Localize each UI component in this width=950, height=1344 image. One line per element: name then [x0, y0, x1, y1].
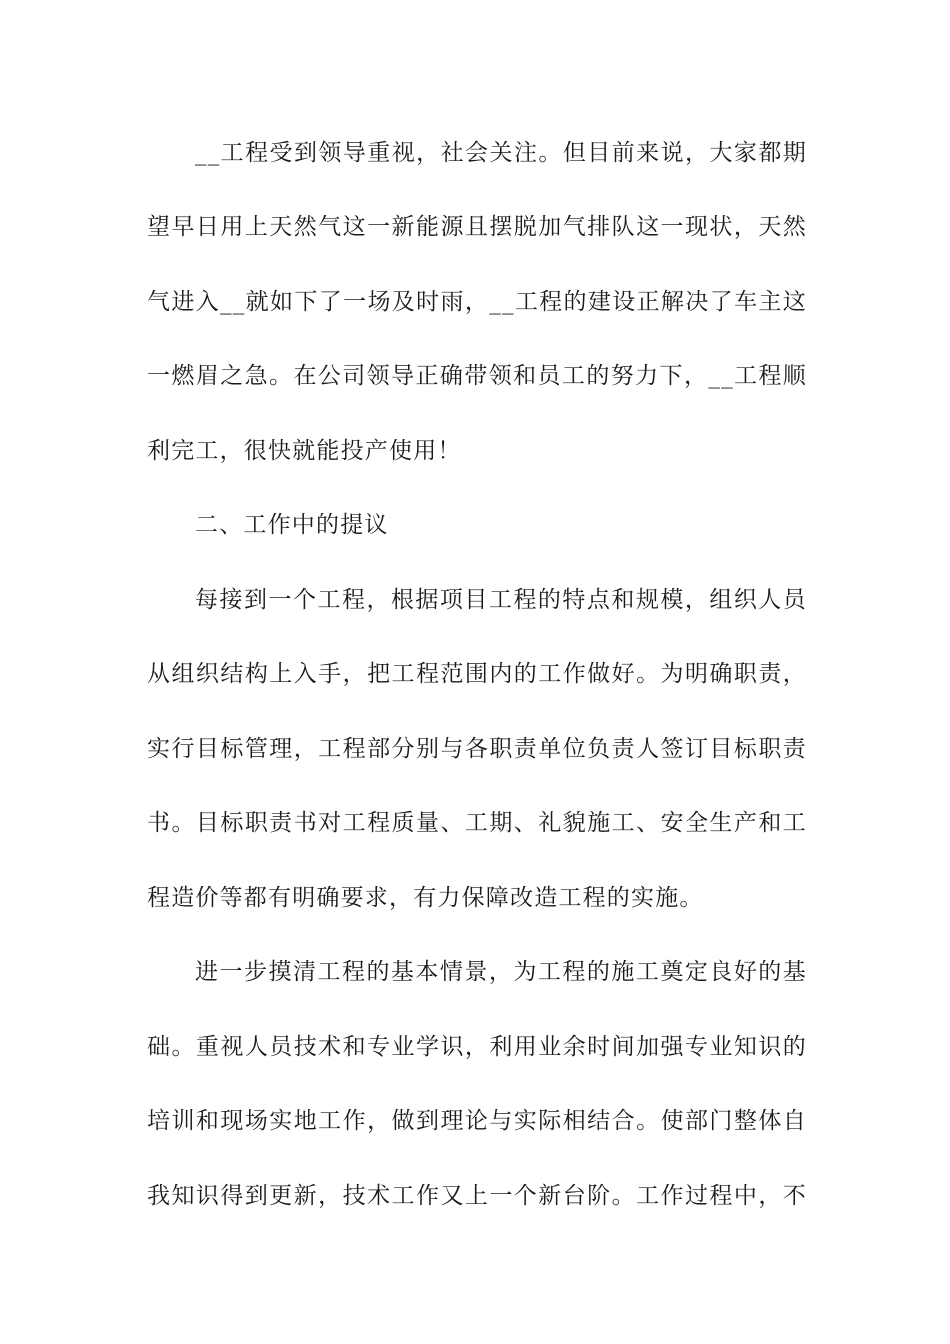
text-line: __工程受到领导重视，社会关注。但目前来说，大家都期 — [195, 140, 807, 166]
text-line: 每接到一个工程，根据项目工程的特点和规模，组织人员 — [195, 587, 807, 613]
text-line: 气进入__就如下了一场及时雨，__工程的建设正解决了车主这 — [147, 289, 807, 315]
text-line: 一燃眉之急。在公司领导正确带领和员工的努力下，__工程顺 — [147, 363, 807, 389]
text-line: 从组织结构上入手，把工程范围内的工作做好。为明确职责， — [147, 661, 807, 687]
text-line: 培训和现场实地工作，做到理论与实际相结合。使部门整体自 — [147, 1108, 807, 1134]
section-heading: 二、工作中的提议 — [195, 512, 389, 538]
text-line: 望早日用上天然气这一新能源且摆脱加气排队这一现状，天然 — [147, 214, 807, 240]
text-line: 我知识得到更新，技术工作又上一个新台阶。工作过程中，不 — [147, 1183, 807, 1209]
text-line: 实行目标管理，工程部分别与各职责单位负责人签订目标职责 — [147, 736, 807, 762]
text-line: 进一步摸清工程的基本情景，为工程的施工奠定良好的基 — [195, 959, 807, 985]
text-line: 利完工，很快就能投产使用！ — [147, 438, 462, 464]
text-line: 础。重视人员技术和专业学识，利用业余时间加强专业知识的 — [147, 1034, 807, 1060]
text-line: 书。目标职责书对工程质量、工期、礼貌施工、安全生产和工 — [147, 810, 807, 836]
text-line: 程造价等都有明确要求，有力保障改造工程的实施。 — [147, 885, 704, 911]
